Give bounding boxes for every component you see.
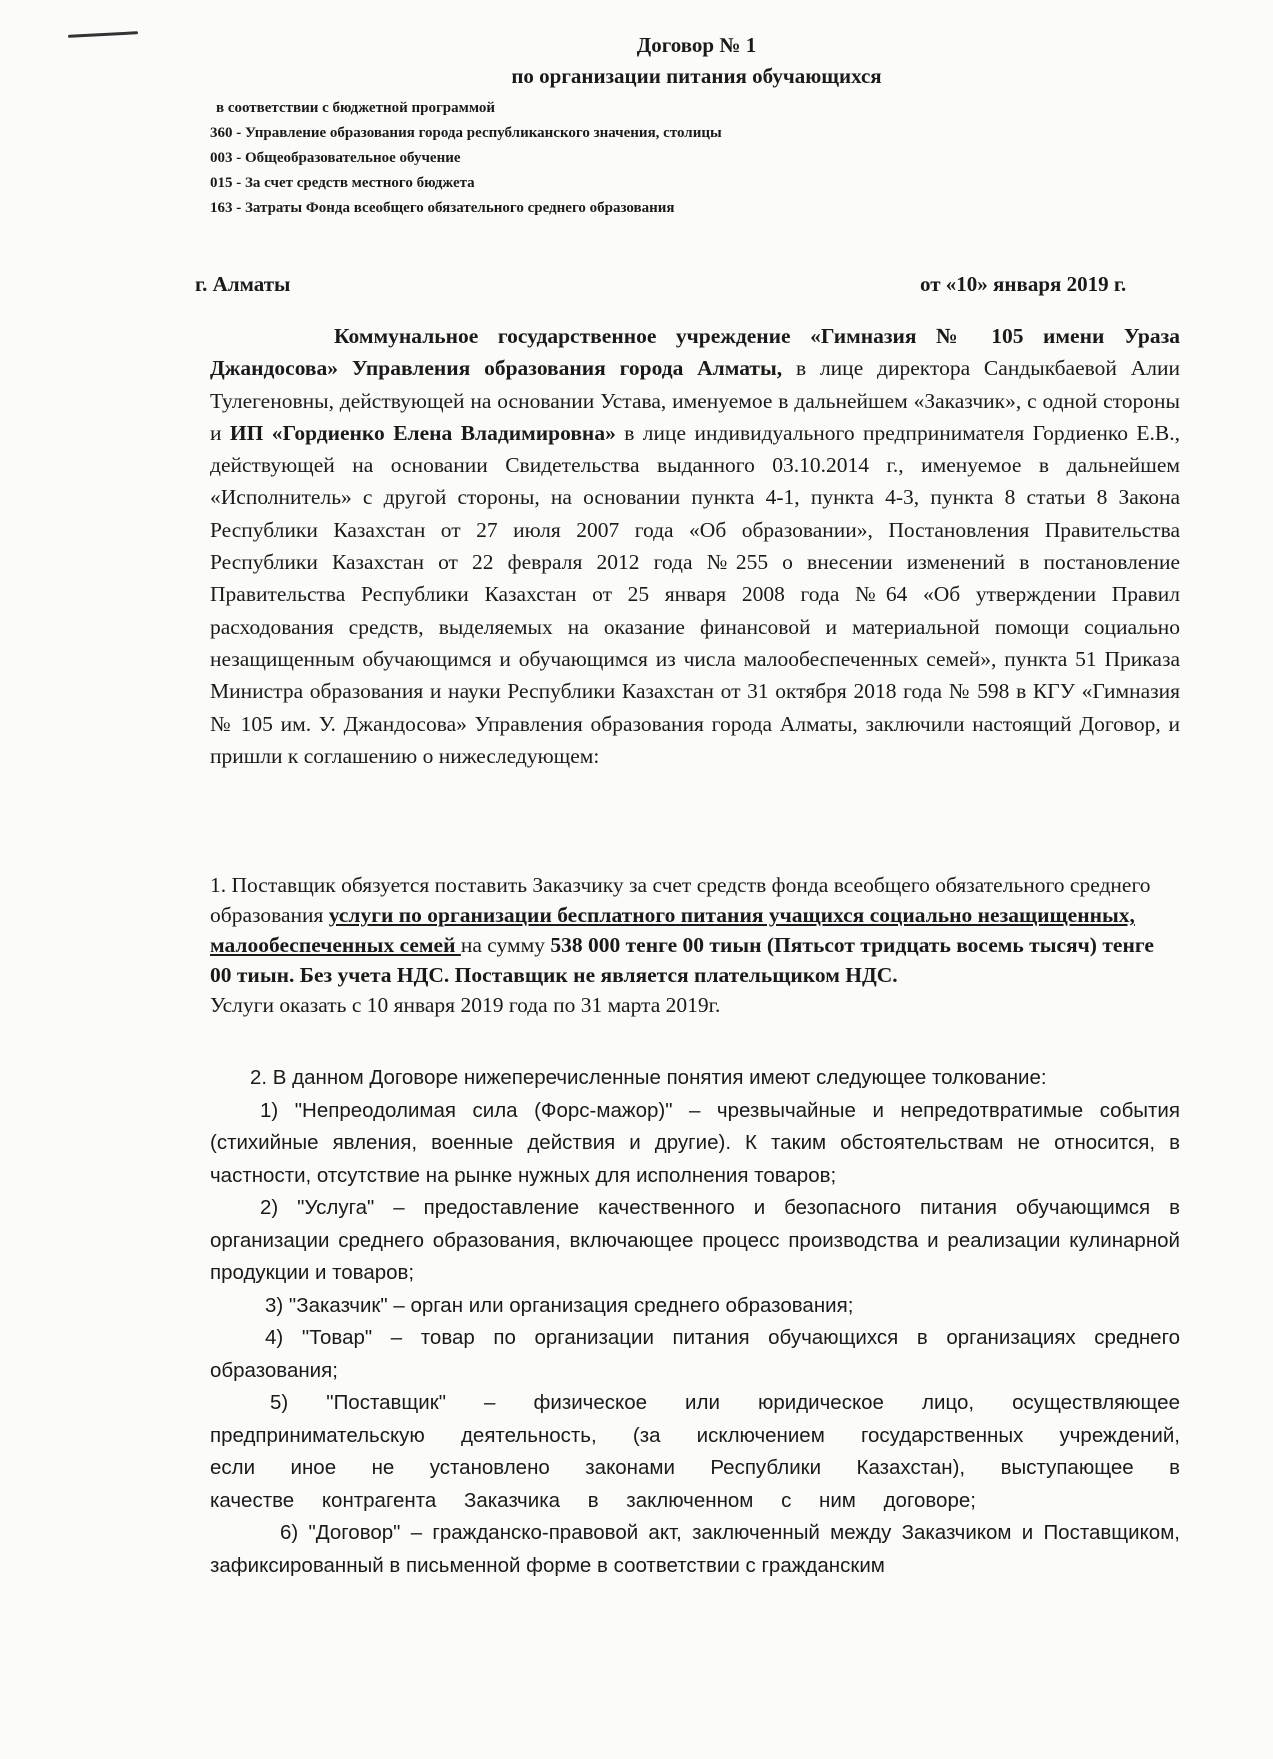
contract-place: г. Алматы bbox=[195, 272, 291, 296]
definition-item: 1) "Непреодолимая сила (Форс-мажор)" – чрезвычайные и непредотвратимые события (стихийные явления, военные действия и другие). К таким обстоятельствам не относится, в частности, отсутствие на рынке нужных для исполнения товаров; bbox=[210, 1098, 1180, 1187]
definition-item: 6) "Договор" – гражданско-правовой акт, заключенный между Заказчиком и Поставщиком, зафиксированный в письменной форме в соответствии с гражданским bbox=[210, 1521, 1180, 1577]
definitions-section bbox=[210, 1062, 1180, 1582]
clause-1-amount: 538 000 тенге 00 тиын (Пятьсот тридцать восемь тысяч) тенге 00 тиын. Без учета НДС. Поставщик не является плательщиком НДС. bbox=[210, 933, 1154, 987]
definition-item: 4) "Товар" – товар по организации питания обучающихся в организациях среднего образования; bbox=[210, 1326, 1180, 1382]
contract-title: Договор № 1 bbox=[636, 33, 757, 57]
intro-text-a: в лице директора Сандыкбаевой Алии Тулегеновны, действующей на основании Устава, именуемое в дальнейшем «Заказчик», с одной стороны и bbox=[210, 356, 1180, 445]
budget-line: 163 - Затраты Фонда всеобщего обязательного среднего образования bbox=[210, 200, 675, 216]
intro-text-b: в лице индивидуального предпринимателя Гордиенко Е.В., действующей на основании Свидетельства выданного 03.10.2014 г., именуемое в дальнейшем «Исполнитель» с другой стороны, на основании пункта 4-1, пункта 4-3, пункта 8 статьи 8 Закона Республики Казахстан от 27 июля 2007 года «Об образовании», Постановления Правительства Республики Казахстан от 22 февраля 2012 года №255 о внесении изменений в постановление Правительства Республики Казахстан от 25 января 2008 года №64 «Об утверждении Правил расходования средств, выделяемых на оказание финансовой и материальной помощи социально незащищенным обучающимся и обучающимся из числа малообеспеченных семей», пункта 51 Приказа Министра образования и науки Республики Казахстан от 31 октября 2018 года № 598 в КГУ «Гимназия № 105 им. У. Джандосова» Управления образования города Алматы, заключили настоящий Договор, и пришли к соглашению о нижеследующем: bbox=[210, 420, 1180, 768]
budget-line: 003 - Общеобразовательное обучение bbox=[210, 150, 461, 166]
contract-subtitle: по организации питания обучающихся bbox=[511, 64, 882, 88]
intro-paragraph bbox=[210, 320, 1180, 772]
budget-program-block bbox=[210, 96, 722, 221]
clause-1 bbox=[210, 870, 1180, 1020]
definitions-intro: 2. В данном Договоре нижеперечисленные понятия имеют следующее толкование: bbox=[250, 1066, 1047, 1089]
clause-1-text-a: 1. Поставщик обязуется поставить Заказчику за счет средств фонда всеобщего обязательного среднего образования bbox=[210, 873, 1151, 927]
definition-item: 2) "Услуга" – предоставление качественного и безопасного питания обучающимся в организации среднего образования, включающее процесс производства и реализации кулинарной продукции и товаров; bbox=[210, 1196, 1180, 1284]
definition-item: 5) "Поставщик" – физическое или юридическое лицо, осуществляющее предпринимательскую деятельность, (за исключением государственных учреждений, если иное не установлено законами Республики Казахстан), выступающее в качестве контрагента Заказчика в заключенном с ним договоре; bbox=[210, 1391, 1180, 1512]
budget-line: 360 - Управление образования города республиканского значения, столицы bbox=[210, 125, 722, 141]
clause-1-service: услуги по организации бесплатного питания учащихся социально незащищенных, малообеспеченных семей bbox=[210, 903, 1135, 957]
budget-line: в соответствии с бюджетной программой bbox=[216, 100, 496, 116]
contract-date: от «10» января 2019 г. bbox=[920, 272, 1127, 296]
clause-1-period: Услуги оказать с 10 января 2019 года по 31 марта 2019г. bbox=[210, 993, 721, 1017]
definition-item: 3) "Заказчик" – орган или организация среднего образования; bbox=[265, 1293, 854, 1317]
party2-name: ИП «Гордиенко Елена Владимировна» bbox=[229, 420, 616, 445]
budget-line: 015 - За счет средств местного бюджета bbox=[210, 175, 475, 191]
clause-1-text-b: на сумму bbox=[460, 933, 551, 957]
party1-name: Коммунальное государственное учреждение «Гимназия № 105 имени Ураза Джандосова» Управления образования города Алматы, bbox=[210, 324, 1180, 381]
